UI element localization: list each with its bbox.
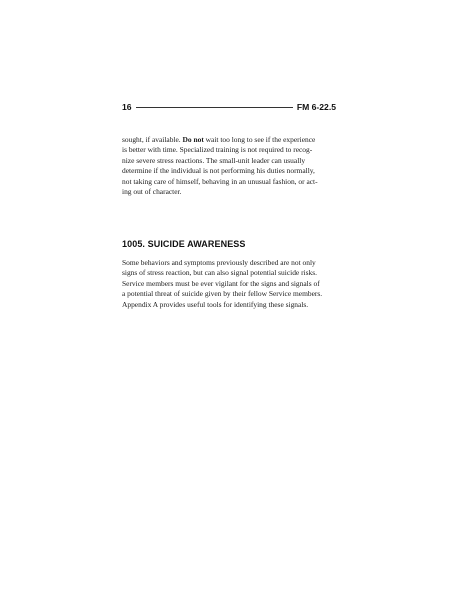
text-line: Appendix A provides useful tools for identifying these signals. [122, 299, 309, 309]
text-line: determine if the individual is not performing his duties normally, [122, 166, 315, 176]
page-number: 16 [122, 102, 132, 112]
text-line: signs of stress reaction, but can also signal potential suicide risks. [122, 268, 317, 278]
text-line: is better with time. Specialized training is not required to recog- [122, 145, 313, 155]
text-line: sought, if available. Do not wait too long to see if the experience [122, 135, 316, 144]
text-line: ing out of character. [122, 187, 182, 197]
text-line: Service members must be ever vigilant for the signs and signals of [122, 278, 320, 288]
header-rule [136, 107, 293, 108]
paragraph-continued [122, 135, 335, 197]
text-line: not taking care of himself, behaving in an unusual fashion, or act- [122, 176, 318, 186]
text-line: a potential threat of suicide given by their fellow Service members. [122, 289, 323, 299]
running-header [122, 100, 336, 114]
text-line: Some behaviors and symptoms previously described are not only [122, 258, 316, 267]
section-heading: 1005. SUICIDE AWARENESS [122, 239, 246, 249]
paragraph-suicide-awareness [122, 258, 335, 310]
document-id: FM 6-22.5 [296, 102, 336, 112]
emphasis-text: Do not [182, 135, 204, 144]
text-line: nize severe stress reactions. The small-unit leader can usually [122, 155, 306, 165]
